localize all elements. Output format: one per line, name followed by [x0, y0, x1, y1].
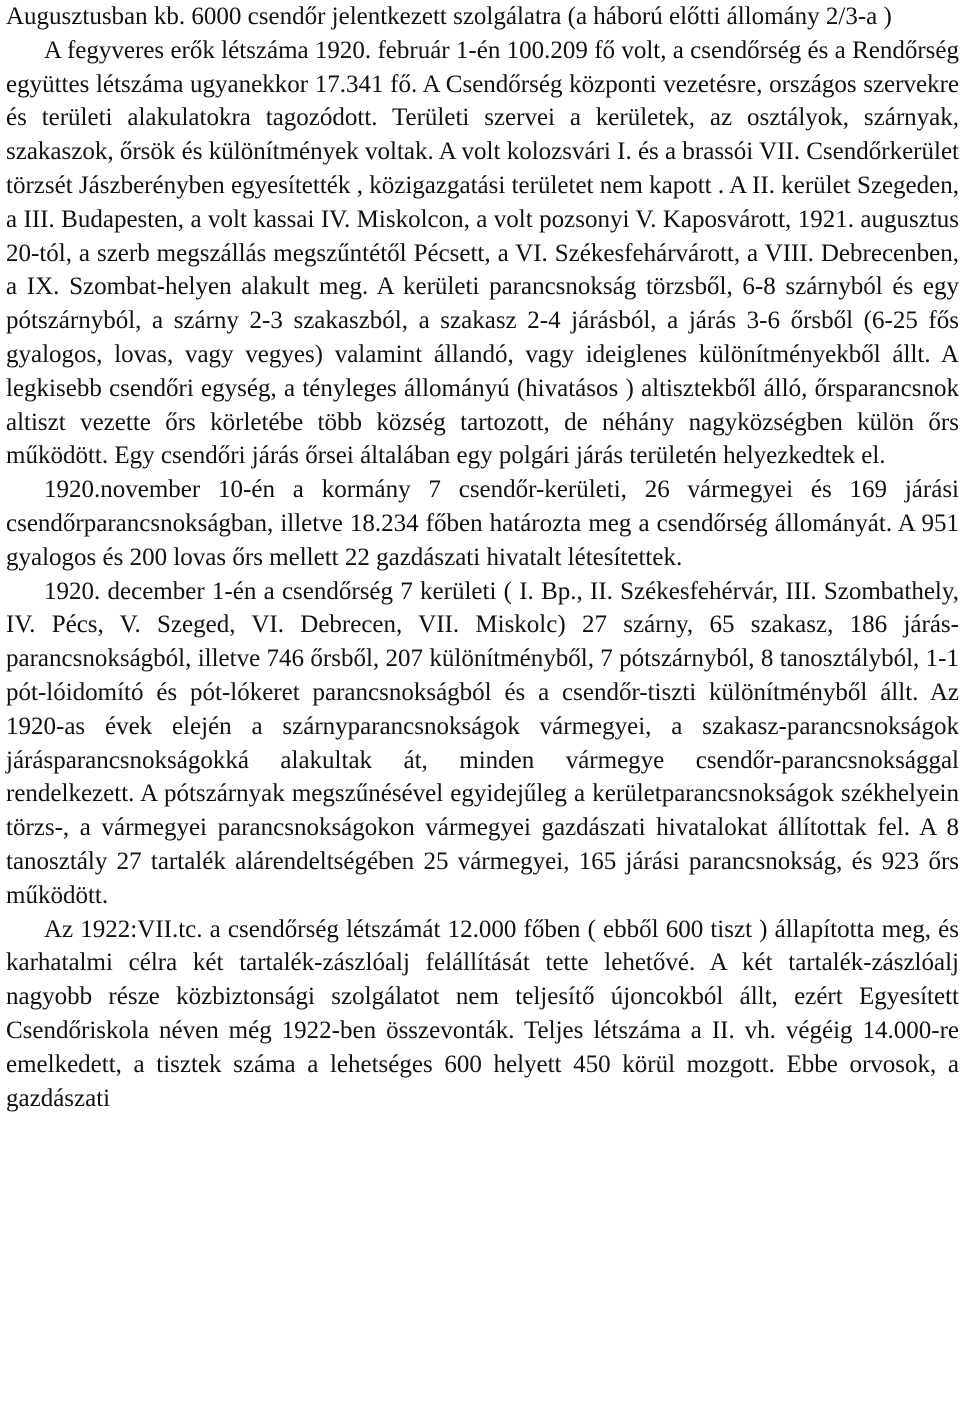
paragraph-2: A fegyveres erők létszáma 1920. február 1-én 100.209 fő volt, a csendőrség és a Rendőrség együttes létszáma ugyanekkor 17.341 fő. A Csendőrség központi vezetésre, országos szervekre és területi alakulatokra tagozódott. Területi szervei a kerületek, az osztályok, szárnyak, szakaszok, őrsök és különítmények voltak. A volt kolozsvári I. és a brassói VII. Csendőrkerület törzsét Jászberényben egyesítették , közigazgatási területet nem kapott . A II. kerület Szegeden, a III. Budapesten, a volt kassai IV. Miskolcon, a volt pozsonyi V. Kaposvárott, 1921. augusztus 20-tól, a szerb megszállás megszűntétől Pécsett, a VI. Székesfehárvárott, a VIII. Debrecenben, a IX. Szombat-helyen alakult meg. A kerületi parancsnokság törzsből, 6-8 szárnyból és egy pótszárnyból, a szárny 2-3 szakaszból, a szakasz 2-4 járásból, a járás 3-6 őrsből (6-25 fős gyalogos, lovas, vagy vegyes) valamint állandó, vagy ideiglenes különítményekből állt. A legkisebb csendőri egység, a tényleges állományú (hivatásos ) altisztekből álló, őrsparancsnok altiszt vezette őrs körletébe több község tartozott, de néhány nagyközségben külön őrs működött. Egy csendőri járás őrsei általában egy polgári járás területén helyezkedtek el.	[6, 36, 959, 470]
document-page	[6, 0, 959, 1115]
paragraph-3: 1920.november 10-én a kormány 7 csendőr-kerületi, 26 vármegyei és 169 járási csendőrparancsnokságban, illetve 18.234 főben határozta meg a csendőrség állományát. A 951 gyalogos és 200 lovas őrs mellett 22 gazdászati hivatalt létesítettek.	[6, 476, 959, 571]
paragraph-4: 1920. december 1-én a csendőrség 7 kerületi ( I. Bp., II. Székesfehérvár, III. Szombathely, IV. Pécs, V. Szeged, VI. Debrecen, VII. Miskolc) 27 szárny, 65 szakasz, 186 járás-parancsnokságból, illetve 746 őrsből, 207 különítményből, 7 pótszárnyból, 8 tanosztályból, 1-1 pót-lóidomító és pót-lókeret parancsnokságból és a csendőr-tiszti különítményből állt. Az 1920-as évek elején a szárnyparancsnokságok vármegyei, a szakasz-parancsnokságok járásparancsnokságokká alakultak át, minden vármegye csendőr-parancsnoksággal rendelkezett. A pótszárnyak megszűnésével egyidejűleg a kerületparancsnokságok székhelyein törzs-, a vármegyei parancsnokságokon vármegyei gazdászati hivatalokat állítottak fel. A 8 tanosztály 27 tartalék alárendeltségében 25 vármegyei, 165 járási parancsnokság, és 923 őrs működött.	[6, 577, 959, 909]
paragraph-1: Augusztusban kb. 6000 csendőr jelentkezett szolgálatra (a háború előtti állomány 2/3-a )	[6, 3, 892, 30]
paragraph-5: Az 1922:VII.tc. a csendőrség létszámát 12.000 főben ( ebből 600 tiszt ) állapította meg, és karhatalmi célra két tartalék-zászlóalj felállítását tette lehetővé. A két tartalék-zászlóalj nagyobb része közbiztonsági szolgálatot nem teljesítő újoncokból állt, ezért Egyesített Csendőriskola néven még 1922-ben összevonták. Teljes létszáma a II. vh. végéig 14.000-re emelkedett, a tisztek száma a lehetséges 600 helyett 450 körül mozgott. Ebbe orvosok, a gazdászati	[6, 915, 959, 1112]
